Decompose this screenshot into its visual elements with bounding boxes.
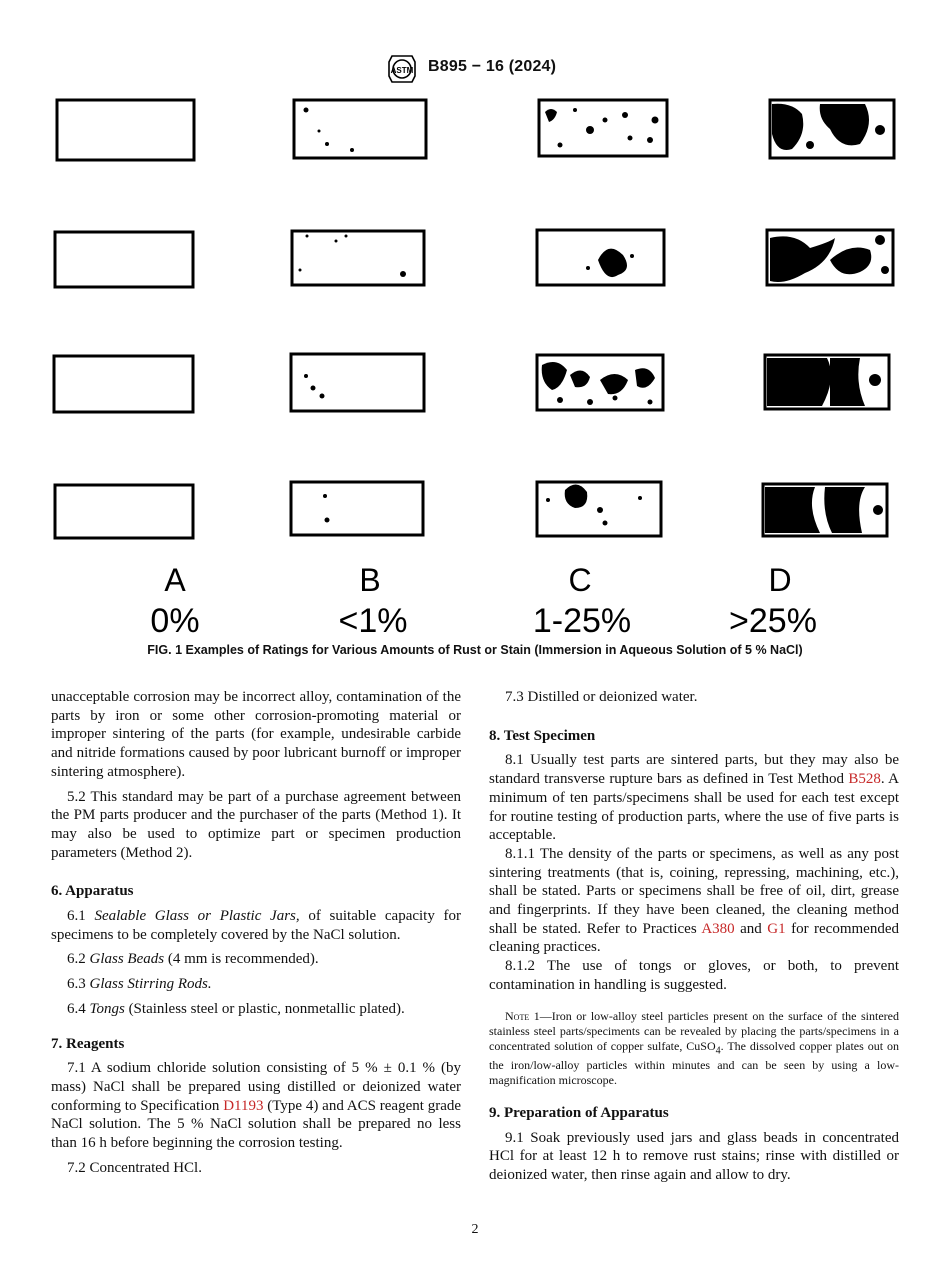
paragraph-9-1: 9.1 Soak previously used jars and glass beads in concentrated HCl for at least 12 h to remove rust stains; rinse with distilled or deionized water, then rinse again and allow to dry. [489,1129,899,1184]
specimen-b3 [291,354,424,411]
rating-letter-c: C [568,562,592,598]
paragraph-8-1: 8.1 Usually test parts are sintered parts, but they may also be standard transverse rupture bars as defined in Test Method B528. A minimum of ten parts/specimens shall be used for each test except for routine testing of production parts, where the use of five parts is acceptable. [489,752,899,844]
specimen-b1 [294,100,426,158]
reference-link-d1193[interactable]: D1193 [223,1097,264,1114]
specimen-c1 [539,100,667,156]
astm-logo [384,52,420,86]
rating-percent-a: 0% [150,602,200,640]
paragraph-8-1-1: 8.1.1 The density of the parts or specimens, as well as any post sintering treatments (that is, coining, repressing, machining, etc.), shall be stated. Parts or specimens shall be free of oil, dirt, grease and fingerprints. If they have been cleaned, the cleaning method shall be stated. Refer to Practices A380 and G1 for recommended cleaning practices. [489,845,899,956]
rating-letter-d: D [768,562,792,598]
figure-caption: FIG. 1 Examples of Ratings for Various Amounts of Rust or Stain (Immersion in Aqueous Solution of 5 % NaCl) [147,643,803,657]
rust-rating-specimens [0,90,950,630]
section-heading-8: 8. Test Specimen [489,727,596,744]
paragraph-5-2: 5.2 This standard may be part of a purchase agreement between the PM parts producer and the purchaser of the parts (Method 1). It may also be used to optimize part or specimen production parameters (Method 2). [51,788,461,861]
paragraph-8-1-2: 8.1.2 The use of tongs or gloves, or both, to prevent contamination in handling is suggested. [489,958,899,993]
section-heading-9: 9. Preparation of Apparatus [489,1104,669,1121]
paragraph-7-2: 7.2 Concentrated HCl. [67,1159,202,1176]
reference-link-b528[interactable]: B528 [848,771,881,788]
svg-text:ASTM: ASTM [390,66,414,75]
paragraph-6-3: 6.3 Glass Stirring Rods. [67,976,212,993]
left-column [51,688,461,1177]
section-heading-6: 6. Apparatus [51,883,134,900]
specimen-b4 [291,482,423,535]
specimen-a4 [55,485,193,538]
paragraph-7-3: 7.3 Distilled or deionized water. [505,689,698,705]
rating-percent-d: >25% [729,602,817,640]
rating-percent-b: <1% [338,602,408,640]
paragraph-continued: unacceptable corrosion may be incorrect alloy, contamination of the parts by iron or some other corrosion-promoting material or improper sintering of the parts (for example, undesirable carbide and nitride formations caused by poor lubricant burnoff or improper sintering atmosphere). [51,689,461,780]
page-number: 2 [471,1222,479,1237]
reference-link-a380[interactable]: A380 [701,920,735,937]
paragraph-6-1: 6.1 Sealable Glass or Plastic Jars, of suitable capacity for specimens to be completely covered by the NaCl solution. [51,908,462,943]
page-header [0,52,950,86]
rating-percent-c: 1-25% [532,602,632,640]
specimen-a2 [55,232,193,287]
section-heading-7: 7. Reagents [51,1035,125,1052]
rating-letter-b: B [359,562,381,598]
figure-1 [0,90,950,650]
paragraph-6-2: 6.2 Glass Beads (4 mm is recommended). [67,951,319,968]
standard-designation: B895 − 16 (2024) [428,58,557,75]
reference-link-g1[interactable]: G1 [767,920,786,937]
note-1: Note 1—Iron or low-alloy steel particles present on the surface of the sintered stainless steel parts/speciments can be revealed by placing the parts/specimens in a concentrated solution of copper sulfate, CuSO$_4$. The dissolved copper plates out on the iron/low-alloy particles within minutes and can be seen by using a low-magnification microscope. [489,1008,899,1087]
right-column [489,688,899,1185]
specimen-a1 [57,100,194,160]
rating-letter-a: A [164,562,186,598]
specimen-b2 [292,231,424,285]
paragraph-7-1: 7.1 A sodium chloride solution consisting of 5 % ± 0.1 % (by mass) NaCl shall be prepared using distilled or deionized water conforming to Specification D1193 (Type 4) and ACS reagent grade NaCl solution. The 5 % NaCl solution shall be prepared no less than 16 h before beginning the corrosion testing. [51,1060,462,1152]
paragraph-6-4: 6.4 Tongs (Stainless steel or plastic, nonmetallic plated). [67,1000,405,1017]
specimen-a3 [54,356,193,412]
